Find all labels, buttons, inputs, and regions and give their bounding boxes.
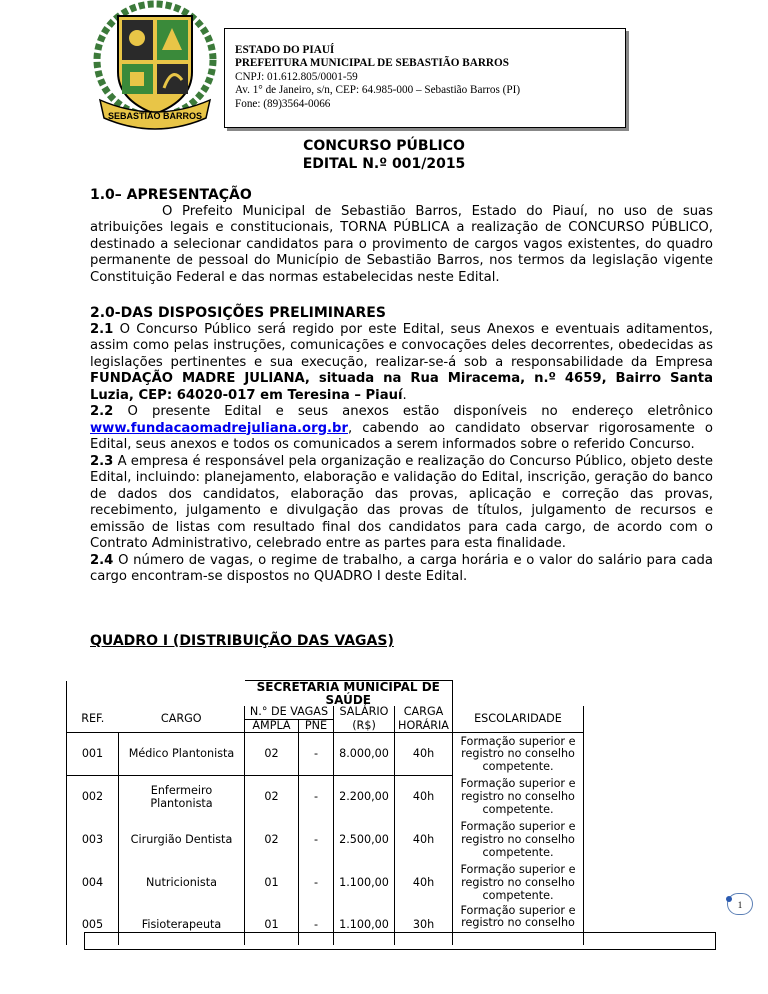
- cell-cargo: Enfermeiro Plantonista: [119, 776, 245, 819]
- col-header-vagas: N.° DE VAGAS: [245, 706, 334, 719]
- escol-line: Formação superior e: [460, 820, 576, 834]
- clause-end: , cabendo ao candidato observar rigorosamente o Edital, seus anexos e todos os comunicados a serem informados sobre o referido Concurso.: [90, 420, 713, 452]
- page-marker-icon: [726, 896, 732, 902]
- cell-salario: 1.100,00: [334, 905, 395, 945]
- prefeitura-name: PREFEITURA MUNICIPAL DE SEBASTIÃO BARROS: [235, 57, 509, 70]
- clause-text: O presente Edital e seus anexos estão disponíveis no endereço eletrônico: [113, 404, 713, 419]
- cell-salario: 2.200,00: [334, 776, 395, 819]
- cell-salario: 2.500,00: [334, 819, 395, 862]
- paragraph-2-1: [90, 322, 713, 405]
- section-apresentacao: [90, 187, 713, 286]
- cell-carga: 40h: [395, 862, 453, 905]
- col-header-salario-unit: (R$): [334, 719, 395, 733]
- website-link[interactable]: www.fundacaomadrejuliana.org.br: [90, 420, 348, 436]
- escol-line: competente.: [482, 802, 554, 816]
- cell-ampla: 01: [245, 862, 299, 905]
- cell-carga: 40h: [395, 776, 453, 819]
- escol-line: registro no conselho: [461, 747, 575, 761]
- cell-cargo: Médico Plantonista: [119, 733, 245, 776]
- cell-escolaridade: [453, 776, 584, 819]
- cell-ampla: 02: [245, 776, 299, 819]
- company-name: FUNDAÇÃO MADRE JULIANA, situada na Rua Miracema, n.º 4659, Bairro Santa Luzia, CEP: 64020-017 em Teresina – Piauí: [90, 371, 713, 403]
- table-row: [67, 819, 687, 862]
- cell-ampla: 01: [245, 905, 299, 945]
- paragraph-2-2: [90, 404, 713, 454]
- escol-line: competente.: [482, 759, 554, 773]
- cell-ref: 003: [67, 819, 119, 862]
- vagas-table: [66, 680, 686, 945]
- cell-ref: 002: [67, 776, 119, 819]
- col-header-pne: PNE: [299, 719, 334, 733]
- cell-ref: 005: [67, 905, 119, 945]
- table-row: [67, 733, 687, 776]
- cell-ref: 004: [67, 862, 119, 905]
- escol-line: registro no conselho: [461, 876, 575, 890]
- escol-line: Formação superior e: [460, 903, 576, 917]
- cell-cargo: Cirurgião Dentista: [119, 819, 245, 862]
- escol-line: competente.: [482, 888, 554, 902]
- cell-escolaridade: [453, 819, 584, 862]
- phone: Fone: (89)3564-0066: [235, 97, 331, 110]
- cell-pne: -: [299, 862, 334, 905]
- paragraph: O Prefeito Municipal de Sebastião Barros, Estado do Piauí, no uso de suas atribuições legais e constitucionais, TORNA PÚBLICA a realização de CONCURSO PÚBLICO, destinado a selecionar candidatos para o provimento de cargos vagos existentes, do quadro permanente de pessoal do Município de Sebastião Barros, nos termos da legislação vigente Constituição Federal e das normas estabelecidas neste Edital.: [90, 203, 713, 285]
- clause-end: .: [402, 387, 407, 403]
- page-number: 1: [727, 893, 753, 915]
- secretaria-header: SECRETARIA MUNICIPAL DE SAÚDE: [245, 681, 453, 707]
- section-heading: 2.0-DAS DISPOSIÇÕES PRELIMINARES: [90, 305, 386, 321]
- escol-line: Formação superior e: [460, 777, 576, 791]
- header-box: [224, 28, 626, 128]
- cell-carga: 30h: [395, 905, 453, 945]
- cell-cargo: Fisioterapeuta: [119, 905, 245, 945]
- escol-line: registro no conselho: [461, 790, 575, 804]
- escol-line: Formação superior e: [460, 863, 576, 877]
- cell-cargo: Nutricionista: [119, 862, 245, 905]
- paragraph-2-3: [90, 454, 713, 553]
- cell-salario: 8.000,00: [334, 733, 395, 776]
- section-heading: 1.0– APRESENTAÇÃO: [90, 187, 252, 203]
- table-row: [67, 776, 687, 819]
- edital-number: EDITAL N.º 001/2015: [302, 156, 466, 172]
- cell-salario: 1.100,00: [334, 862, 395, 905]
- clause-number: 2.3: [90, 453, 114, 469]
- col-header-carga-unit: HORÁRIA: [395, 719, 453, 733]
- col-header-salario: SALÁRIO: [334, 706, 395, 719]
- cell-escolaridade: [453, 733, 584, 776]
- clause-number: 2.1: [90, 321, 114, 337]
- cell-ampla: 02: [245, 733, 299, 776]
- col-header-cargo: CARGO: [160, 711, 202, 725]
- col-header-ampla: AMPLA: [245, 719, 299, 733]
- cnpj: CNPJ: 01.612.805/0001-59: [235, 70, 358, 83]
- paragraph-2-4: [90, 553, 713, 586]
- table-row: [67, 862, 687, 905]
- cell-pne: -: [299, 905, 334, 945]
- footer-box: [84, 932, 716, 950]
- escol-line: registro no conselho: [461, 833, 575, 847]
- cell-ref: 001: [67, 733, 119, 776]
- section-disposicoes: [90, 305, 713, 586]
- cell-pne: -: [299, 776, 334, 819]
- state-name: ESTADO DO PIAUÍ: [235, 44, 335, 56]
- clause-text: A empresa é responsável pela organização e realização do Concurso Público, objeto deste Edital, incluindo: planejamento, elaboração e validação do Edital, inscrição, geração do banco de dados dos candidatos, elaboração das provas, aplicação e correção das provas, recebimento, julgamento e divulgação das provas de títulos, julgamento de recursos e emissão de listas com resultado final dos candidatos para cada cargo, de acordo com o Contrato Administrativo, celebrado entre as partes para esta finalidade.: [90, 453, 713, 551]
- col-header-ref: REF.: [67, 706, 119, 733]
- cell-pne: -: [299, 733, 334, 776]
- municipal-seal-logo: [90, 0, 220, 132]
- clause-number: 2.4: [90, 552, 114, 568]
- cell-ampla: 02: [245, 819, 299, 862]
- cell-escolaridade: [453, 862, 584, 905]
- quadro-title: QUADRO I (DISTRIBUIÇÃO DAS VAGAS): [90, 633, 394, 649]
- cell-carga: 40h: [395, 733, 453, 776]
- escol-line: Formação superior e: [460, 734, 576, 748]
- document-title: CONCURSO PÚBLICO: [303, 138, 465, 154]
- col-header-escolaridade: ESCOLARIDADE: [453, 706, 584, 733]
- cell-pne: -: [299, 819, 334, 862]
- clause-text: O Concurso Público será regido por este Edital, seus Anexos e eventuais aditamentos, assim como pelas instruções, comunicações e convocações deles decorrentes, obedecidas as legislações pertinentes e sua execução, realizar-se-á sob a responsabilidade da Empresa: [90, 321, 713, 370]
- col-header-carga: CARGA: [395, 706, 453, 719]
- escol-line: competente.: [482, 845, 554, 859]
- cell-carga: 40h: [395, 819, 453, 862]
- seal-banner-text: SEBASTIÃO BARROS: [107, 111, 203, 121]
- address: Av. 1° de Janeiro, s/n, CEP: 64.985-000 – Sebastião Barros (PI): [235, 84, 521, 97]
- escol-line: registro no conselho: [461, 916, 575, 930]
- clause-text: O número de vagas, o regime de trabalho, a carga horária e o valor do salário para cada cargo encontram-se dispostos no QUADRO I deste Edital.: [90, 552, 713, 584]
- clause-number: 2.2: [90, 404, 114, 419]
